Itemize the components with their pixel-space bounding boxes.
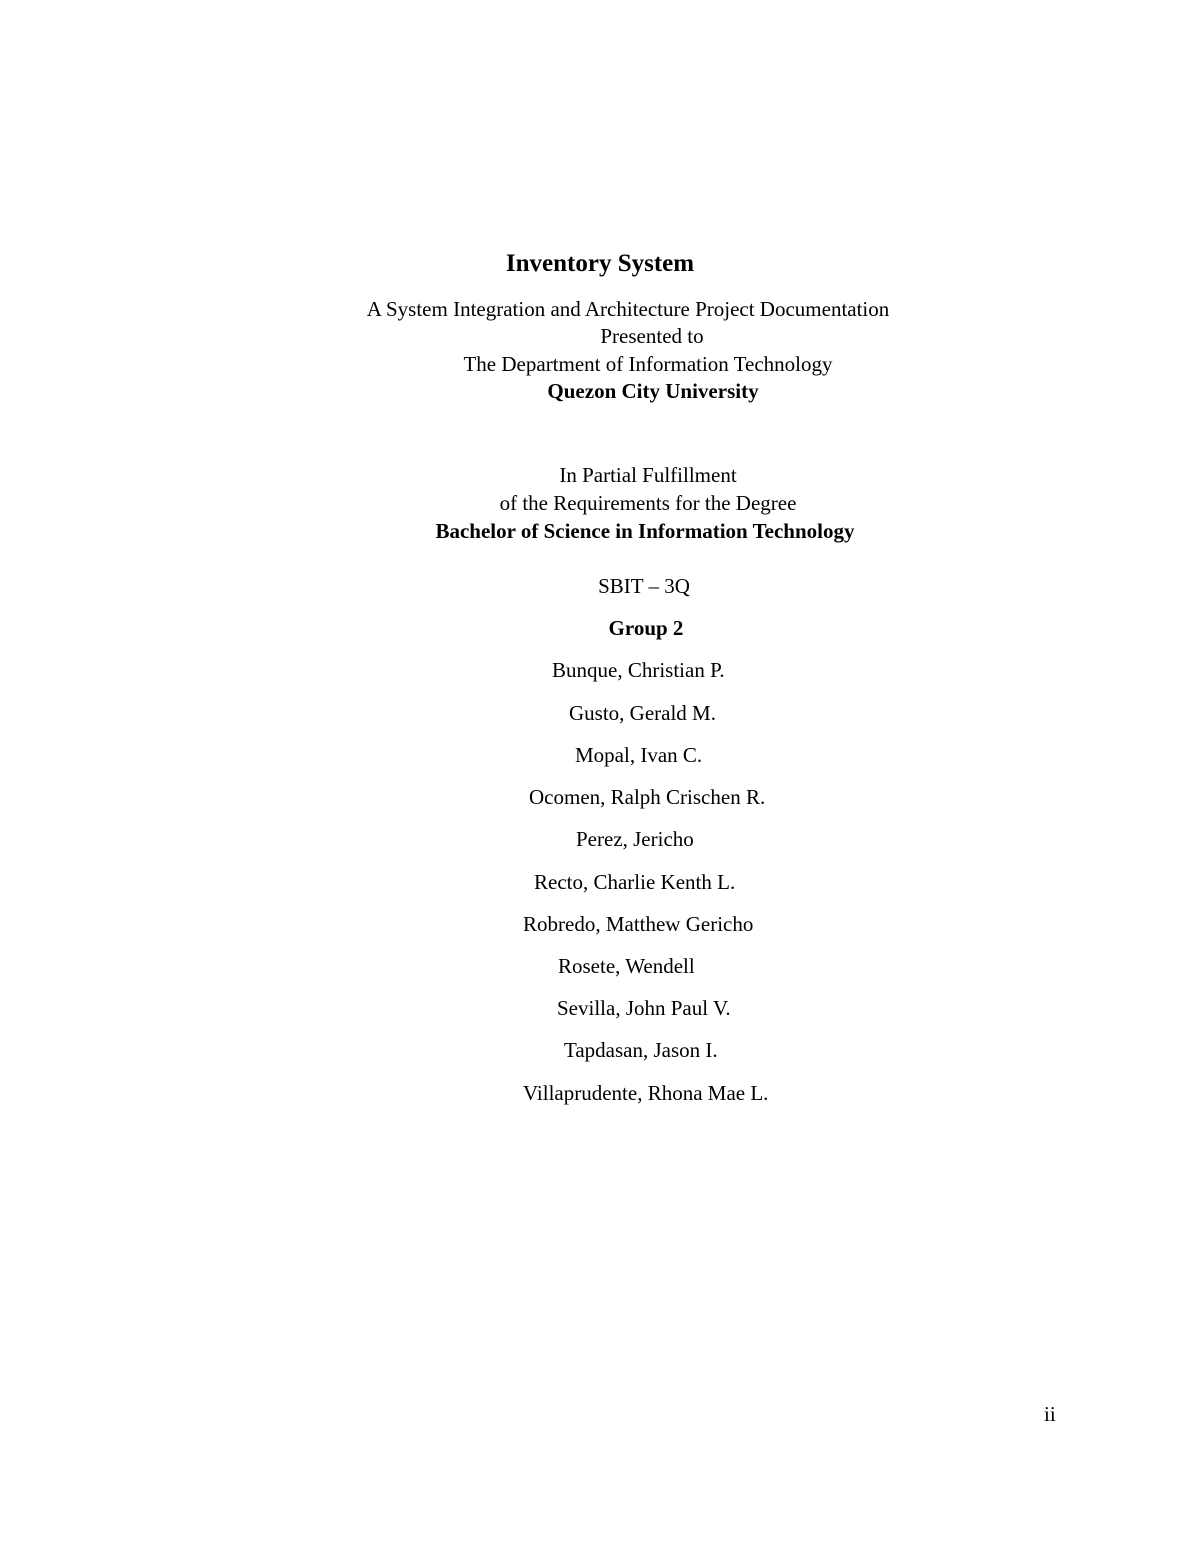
university-name: Quezon City University — [547, 379, 759, 403]
member-name: Tapdasan, Jason I. — [564, 1038, 718, 1062]
subtitle-line-3: The Department of Information Technology — [463, 352, 833, 376]
member-name: Ocomen, Ralph Crischen R. — [529, 785, 766, 809]
subtitle-line-1: A System Integration and Architecture Project Documentation — [366, 297, 890, 321]
member-name: Rosete, Wendell — [558, 954, 695, 978]
member-name: Bunque, Christian P. — [552, 658, 725, 682]
subtitle-line-2: Presented to — [600, 324, 704, 348]
group-label: Group 2 — [608, 616, 684, 640]
fulfillment-line-2: of the Requirements for the Degree — [499, 491, 797, 515]
fulfillment-line-1: In Partial Fulfillment — [559, 463, 737, 487]
document-title: Inventory System — [505, 250, 695, 277]
member-name: Recto, Charlie Kenth L. — [534, 870, 736, 894]
degree-name: Bachelor of Science in Information Technology — [435, 519, 855, 543]
member-name: Perez, Jericho — [576, 827, 694, 851]
section-code: SBIT – 3Q — [598, 574, 690, 598]
member-name: Sevilla, John Paul V. — [557, 996, 731, 1020]
page-number: ii — [1044, 1402, 1056, 1426]
member-name: Villaprudente, Rhona Mae L. — [523, 1081, 769, 1105]
member-name: Mopal, Ivan C. — [575, 743, 703, 767]
member-name: Robredo, Matthew Gericho — [523, 912, 754, 936]
member-name: Gusto, Gerald M. — [569, 701, 716, 725]
